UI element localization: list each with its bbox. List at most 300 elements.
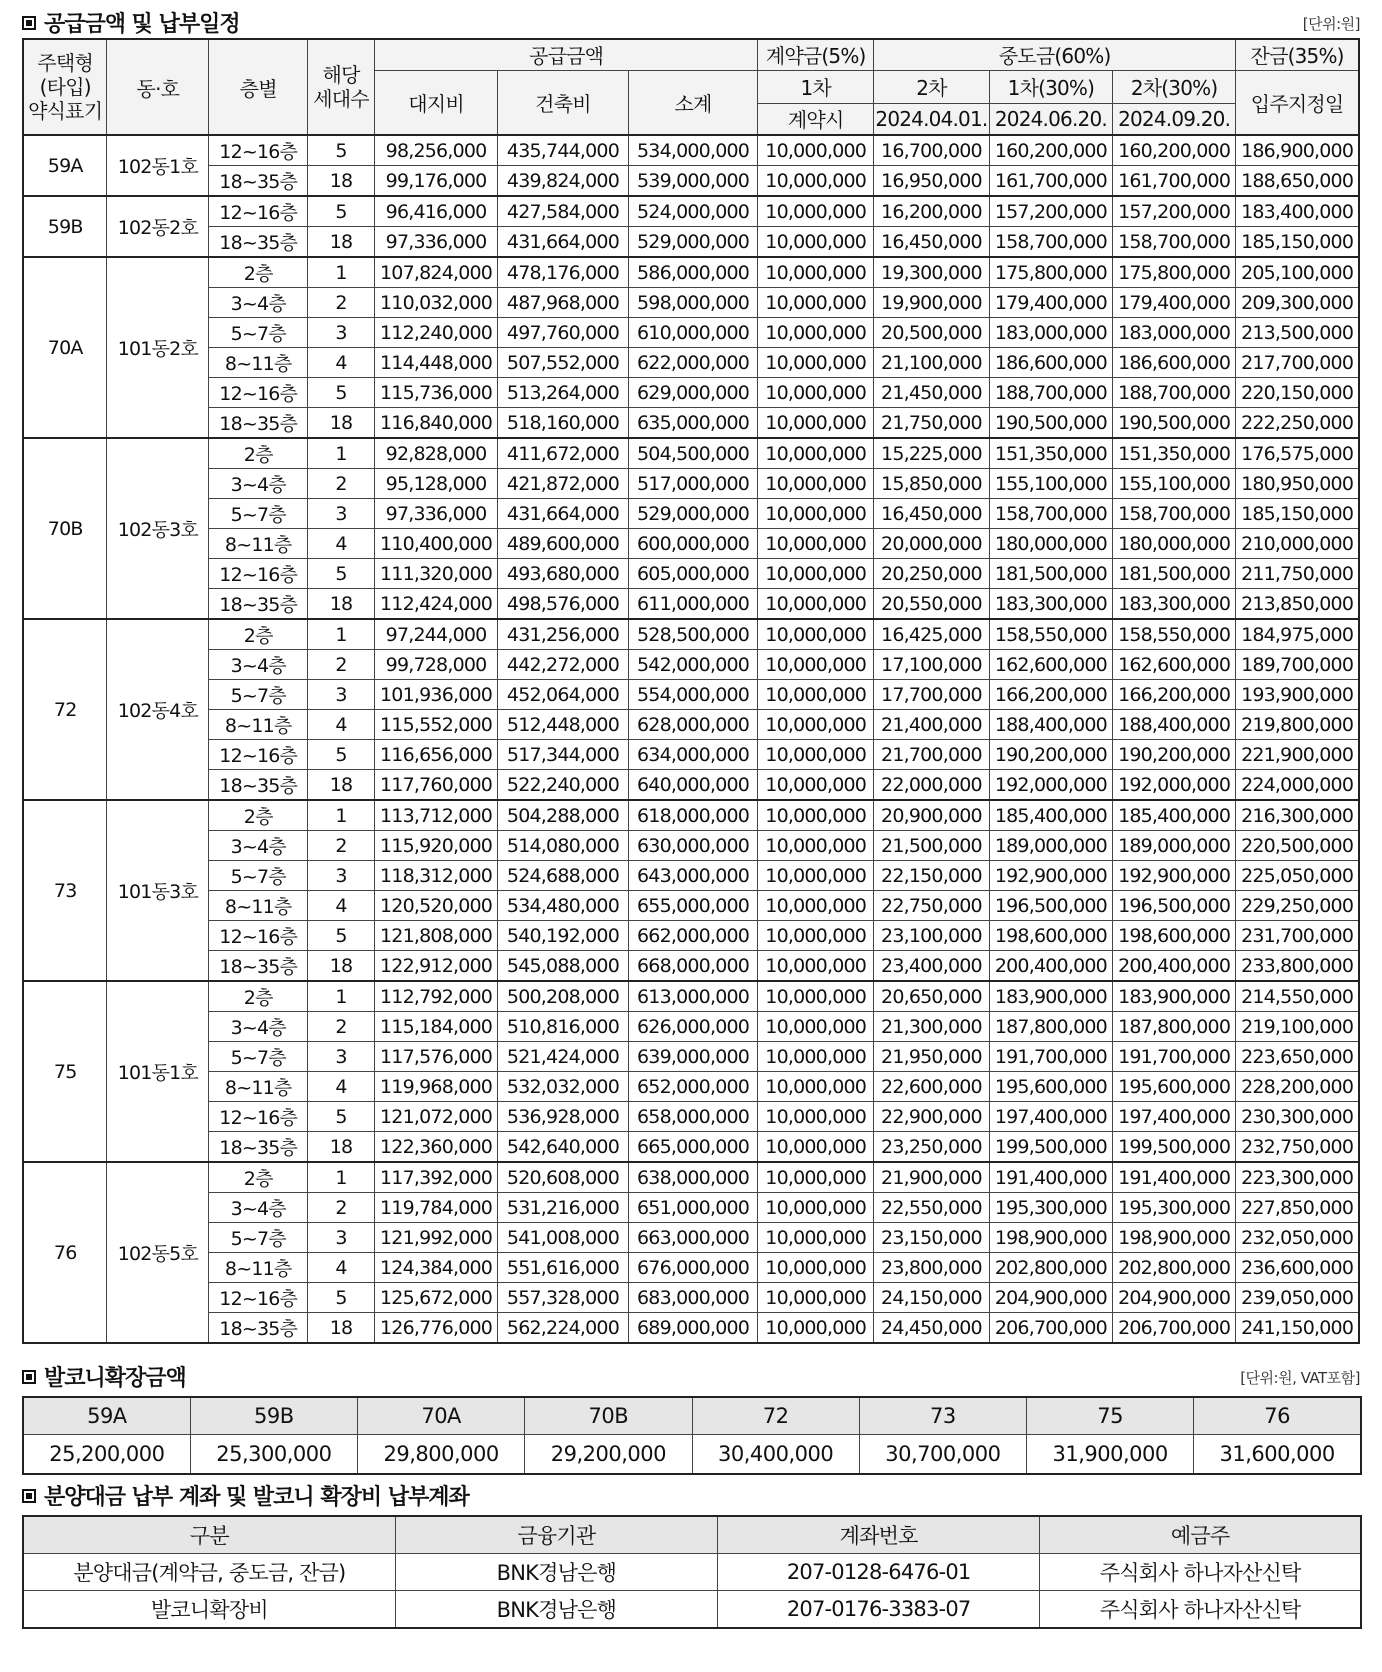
cell-subtotal: 626,000,000: [628, 1012, 758, 1042]
cell-building: 542,640,000: [498, 1132, 629, 1163]
cell-middle-b2: 155,100,000: [1113, 469, 1236, 499]
cell-deposit: 10,000,000: [758, 861, 874, 891]
cell-middle-2: 23,100,000: [874, 921, 990, 951]
cell-subtotal: 517,000,000: [628, 469, 758, 499]
cell-dongho: 102동2호: [107, 196, 209, 257]
header-type-line3: 약식표기: [28, 99, 103, 123]
cell-floor: 12~16층: [209, 135, 308, 166]
table-row: [23, 166, 1359, 197]
cell-building: 452,064,000: [498, 680, 629, 710]
cell-deposit: 10,000,000: [758, 891, 874, 921]
table-row: [23, 318, 1359, 348]
cell-floor: 3~4층: [209, 469, 308, 499]
balcony-table: [22, 1396, 1362, 1475]
cell-building: 478,176,000: [498, 257, 629, 288]
cell-building: 507,552,000: [498, 348, 629, 378]
cell-building: 442,272,000: [498, 650, 629, 680]
cell-type: 70A: [23, 257, 107, 438]
cell-floor: 12~16층: [209, 1283, 308, 1313]
table-row: [23, 257, 1359, 288]
cell-middle-b1: 191,400,000: [989, 1162, 1112, 1193]
cell-land: 97,244,000: [374, 619, 497, 650]
cell-middle-b1: 183,000,000: [989, 318, 1112, 348]
cell-middle-b2: 185,400,000: [1113, 800, 1236, 831]
cell-subtotal: 662,000,000: [628, 921, 758, 951]
cell-deposit: 10,000,000: [758, 1283, 874, 1313]
cell-balance: 220,500,000: [1236, 831, 1359, 861]
cell-middle-2: 22,000,000: [874, 770, 990, 801]
balcony-title-text: 발코니확장금액: [44, 1366, 186, 1391]
cell-units: 4: [308, 1072, 375, 1102]
header-balance-when: 입주지정일: [1236, 70, 1359, 135]
header-deposit-when: 계약시: [758, 103, 874, 135]
cell-floor: 2층: [209, 257, 308, 288]
balcony-amount-cell: 29,800,000: [358, 1435, 525, 1475]
cell-middle-b2: 192,000,000: [1113, 770, 1236, 801]
cell-building: 411,672,000: [498, 438, 629, 469]
cell-building: 522,240,000: [498, 770, 629, 801]
cell-building: 557,328,000: [498, 1283, 629, 1313]
cell-middle-2: 22,150,000: [874, 861, 990, 891]
header-land: 대지비: [374, 70, 497, 135]
cell-floor: 8~11층: [209, 1253, 308, 1283]
header-floor: 층별: [209, 39, 308, 135]
cell-building: 532,032,000: [498, 1072, 629, 1102]
cell-land: 116,840,000: [374, 408, 497, 439]
balcony-amount-cell: 29,200,000: [525, 1435, 692, 1475]
cell-land: 95,128,000: [374, 469, 497, 499]
cell-middle-b2: 195,600,000: [1113, 1072, 1236, 1102]
cell-floor: 8~11층: [209, 1072, 308, 1102]
cell-subtotal: 652,000,000: [628, 1072, 758, 1102]
cell-middle-b1: 183,900,000: [989, 981, 1112, 1012]
cell-middle-b2: 187,800,000: [1113, 1012, 1236, 1042]
cell-balance: 205,100,000: [1236, 257, 1359, 288]
cell-land: 112,792,000: [374, 981, 497, 1012]
cell-middle-b1: 190,200,000: [989, 740, 1112, 770]
balcony-amount-cell: 25,200,000: [23, 1435, 190, 1475]
cell-middle-b2: 195,300,000: [1113, 1193, 1236, 1223]
cell-deposit: 10,000,000: [758, 921, 874, 951]
cell-balance: 223,300,000: [1236, 1162, 1359, 1193]
cell-subtotal: 528,500,000: [628, 619, 758, 650]
cell-middle-b2: 151,350,000: [1113, 438, 1236, 469]
cell-middle-b2: 158,550,000: [1113, 619, 1236, 650]
cell-floor: 3~4층: [209, 650, 308, 680]
cell-land: 119,968,000: [374, 1072, 497, 1102]
cell-subtotal: 651,000,000: [628, 1193, 758, 1223]
cell-deposit: 10,000,000: [758, 408, 874, 439]
cell-type: 59B: [23, 196, 107, 257]
cell-middle-2: 21,300,000: [874, 1012, 990, 1042]
cell-middle-b2: 190,500,000: [1113, 408, 1236, 439]
cell-middle-b1: 198,600,000: [989, 921, 1112, 951]
cell-floor: 18~35층: [209, 166, 308, 197]
accounts-cell: 주식회사 하나자산신탁: [1040, 1554, 1361, 1591]
cell-units: 5: [308, 1283, 375, 1313]
cell-building: 510,816,000: [498, 1012, 629, 1042]
cell-middle-b1: 195,300,000: [989, 1193, 1112, 1223]
cell-type: 70B: [23, 438, 107, 619]
cell-middle-b2: 192,900,000: [1113, 861, 1236, 891]
cell-balance: 230,300,000: [1236, 1102, 1359, 1132]
cell-middle-b1: 199,500,000: [989, 1132, 1112, 1163]
cell-deposit: 10,000,000: [758, 740, 874, 770]
accounts-cell: 발코니확장비: [23, 1591, 395, 1629]
cell-subtotal: 639,000,000: [628, 1042, 758, 1072]
cell-land: 117,760,000: [374, 770, 497, 801]
accounts-table: [22, 1515, 1362, 1629]
cell-middle-2: 20,550,000: [874, 589, 990, 620]
cell-middle-b1: 192,000,000: [989, 770, 1112, 801]
cell-units: 5: [308, 559, 375, 589]
balcony-amount-cell: 25,300,000: [190, 1435, 357, 1475]
cell-units: 18: [308, 1132, 375, 1163]
cell-building: 545,088,000: [498, 951, 629, 982]
cell-units: 2: [308, 831, 375, 861]
cell-middle-b2: 183,900,000: [1113, 981, 1236, 1012]
cell-middle-b1: 158,550,000: [989, 619, 1112, 650]
cell-middle-2: 20,650,000: [874, 981, 990, 1012]
cell-floor: 12~16층: [209, 559, 308, 589]
cell-units: 1: [308, 981, 375, 1012]
cell-floor: 18~35층: [209, 1313, 308, 1344]
cell-land: 110,032,000: [374, 288, 497, 318]
cell-middle-2: 15,225,000: [874, 438, 990, 469]
cell-deposit: 10,000,000: [758, 831, 874, 861]
cell-units: 18: [308, 951, 375, 982]
cell-middle-b1: 155,100,000: [989, 469, 1112, 499]
cell-middle-b2: 188,700,000: [1113, 378, 1236, 408]
cell-middle-2: 20,250,000: [874, 559, 990, 589]
table-row: [23, 408, 1359, 439]
cell-deposit: 10,000,000: [758, 196, 874, 227]
cell-units: 18: [308, 1313, 375, 1344]
cell-deposit: 10,000,000: [758, 1223, 874, 1253]
cell-subtotal: 683,000,000: [628, 1283, 758, 1313]
cell-floor: 18~35층: [209, 408, 308, 439]
cell-middle-b1: 185,400,000: [989, 800, 1112, 831]
table-row: [23, 831, 1359, 861]
cell-deposit: 10,000,000: [758, 257, 874, 288]
cell-subtotal: 539,000,000: [628, 166, 758, 197]
cell-balance: 231,700,000: [1236, 921, 1359, 951]
cell-balance: 219,100,000: [1236, 1012, 1359, 1042]
cell-floor: 8~11층: [209, 529, 308, 559]
cell-subtotal: 643,000,000: [628, 861, 758, 891]
cell-land: 112,424,000: [374, 589, 497, 620]
cell-dongho: 101동3호: [107, 800, 209, 981]
cell-middle-b1: 192,900,000: [989, 861, 1112, 891]
table-row: [23, 135, 1359, 166]
cell-subtotal: 586,000,000: [628, 257, 758, 288]
cell-units: 5: [308, 135, 375, 166]
cell-subtotal: 610,000,000: [628, 318, 758, 348]
cell-units: 3: [308, 1042, 375, 1072]
header-units: [308, 39, 375, 135]
cell-balance: 239,050,000: [1236, 1283, 1359, 1313]
supply-price-table: [22, 38, 1360, 1344]
cell-floor: 8~11층: [209, 348, 308, 378]
header-units-line1: 해당: [322, 63, 360, 87]
cell-balance: 219,800,000: [1236, 710, 1359, 740]
cell-floor: 3~4층: [209, 1193, 308, 1223]
header-middle-b1-date: 2024.06.20.: [989, 103, 1112, 135]
cell-units: 2: [308, 1012, 375, 1042]
cell-land: 97,336,000: [374, 227, 497, 258]
cell-building: 431,664,000: [498, 499, 629, 529]
cell-floor: 2층: [209, 981, 308, 1012]
cell-middle-b2: 162,600,000: [1113, 650, 1236, 680]
accounts-cell: 주식회사 하나자산신탁: [1040, 1591, 1361, 1629]
cell-subtotal: 663,000,000: [628, 1223, 758, 1253]
cell-middle-b2: 158,700,000: [1113, 227, 1236, 258]
cell-balance: 213,850,000: [1236, 589, 1359, 620]
cell-middle-2: 19,900,000: [874, 288, 990, 318]
cell-building: 421,872,000: [498, 469, 629, 499]
cell-subtotal: 618,000,000: [628, 800, 758, 831]
cell-building: 504,288,000: [498, 800, 629, 831]
cell-balance: 183,400,000: [1236, 196, 1359, 227]
cell-floor: 18~35층: [209, 227, 308, 258]
cell-type: 72: [23, 619, 107, 800]
cell-building: 517,344,000: [498, 740, 629, 770]
accounts-cell: BNK경남은행: [395, 1554, 717, 1591]
table-row: [23, 800, 1359, 831]
accounts-header-cell: 예금주: [1040, 1516, 1361, 1554]
cell-units: 4: [308, 710, 375, 740]
cell-units: 4: [308, 529, 375, 559]
cell-units: 18: [308, 589, 375, 620]
cell-deposit: 10,000,000: [758, 981, 874, 1012]
balcony-amount-cell: 31,900,000: [1027, 1435, 1194, 1475]
cell-floor: 3~4층: [209, 1012, 308, 1042]
table-row: [23, 981, 1359, 1012]
cell-floor: 3~4층: [209, 288, 308, 318]
cell-middle-2: 20,900,000: [874, 800, 990, 831]
cell-balance: 188,650,000: [1236, 166, 1359, 197]
cell-subtotal: 504,500,000: [628, 438, 758, 469]
cell-units: 1: [308, 800, 375, 831]
cell-deposit: 10,000,000: [758, 227, 874, 258]
cell-land: 125,672,000: [374, 1283, 497, 1313]
cell-middle-b2: 191,700,000: [1113, 1042, 1236, 1072]
cell-deposit: 10,000,000: [758, 1253, 874, 1283]
square-bullet-icon: [22, 1370, 36, 1384]
table-row: [23, 196, 1359, 227]
cell-land: 121,072,000: [374, 1102, 497, 1132]
cell-building: 439,824,000: [498, 166, 629, 197]
cell-subtotal: 634,000,000: [628, 740, 758, 770]
cell-units: 2: [308, 469, 375, 499]
cell-floor: 18~35층: [209, 589, 308, 620]
table-row: [23, 499, 1359, 529]
cell-building: 520,608,000: [498, 1162, 629, 1193]
balcony-section-header: [22, 1350, 1360, 1392]
cell-land: 126,776,000: [374, 1313, 497, 1344]
cell-subtotal: 638,000,000: [628, 1162, 758, 1193]
cell-middle-2: 21,900,000: [874, 1162, 990, 1193]
table-row: [23, 288, 1359, 318]
table-row: [23, 1313, 1359, 1344]
cell-deposit: 10,000,000: [758, 499, 874, 529]
cell-floor: 12~16층: [209, 921, 308, 951]
table-row: [23, 1283, 1359, 1313]
cell-floor: 12~16층: [209, 196, 308, 227]
cell-middle-b1: 189,000,000: [989, 831, 1112, 861]
cell-dongho: 101동1호: [107, 981, 209, 1162]
table-row: [23, 740, 1359, 770]
table-row: [23, 1591, 1361, 1629]
cell-middle-b2: 200,400,000: [1113, 951, 1236, 982]
cell-building: 431,256,000: [498, 619, 629, 650]
accounts-header-cell: 계좌번호: [718, 1516, 1040, 1554]
table-row: [23, 378, 1359, 408]
cell-middle-b1: 158,700,000: [989, 227, 1112, 258]
cell-units: 18: [308, 770, 375, 801]
cell-middle-b1: 151,350,000: [989, 438, 1112, 469]
cell-middle-b1: 181,500,000: [989, 559, 1112, 589]
cell-floor: 8~11층: [209, 891, 308, 921]
cell-deposit: 10,000,000: [758, 589, 874, 620]
accounts-section-title: [22, 1480, 469, 1511]
cell-units: 5: [308, 196, 375, 227]
balcony-amount-row: [23, 1435, 1361, 1475]
cell-middle-b2: 191,400,000: [1113, 1162, 1236, 1193]
cell-middle-2: 19,300,000: [874, 257, 990, 288]
cell-land: 122,360,000: [374, 1132, 497, 1163]
cell-land: 111,320,000: [374, 559, 497, 589]
cell-middle-2: 21,750,000: [874, 408, 990, 439]
cell-building: 521,424,000: [498, 1042, 629, 1072]
cell-balance: 176,575,000: [1236, 438, 1359, 469]
cell-subtotal: 524,000,000: [628, 196, 758, 227]
cell-floor: 5~7층: [209, 1223, 308, 1253]
table-row: [23, 710, 1359, 740]
cell-middle-b1: 187,800,000: [989, 1012, 1112, 1042]
table-row: [23, 921, 1359, 951]
cell-middle-b1: 191,700,000: [989, 1042, 1112, 1072]
cell-land: 99,728,000: [374, 650, 497, 680]
cell-units: 4: [308, 348, 375, 378]
cell-building: 518,160,000: [498, 408, 629, 439]
cell-middle-b2: 183,300,000: [1113, 589, 1236, 620]
cell-balance: 224,000,000: [1236, 770, 1359, 801]
cell-middle-b2: 166,200,000: [1113, 680, 1236, 710]
balcony-type-cell: 76: [1194, 1397, 1361, 1435]
cell-land: 97,336,000: [374, 499, 497, 529]
supply-unit-note: [단위:원]: [1302, 15, 1360, 33]
cell-middle-2: 16,450,000: [874, 499, 990, 529]
cell-middle-2: 24,450,000: [874, 1313, 990, 1344]
cell-building: 541,008,000: [498, 1223, 629, 1253]
cell-balance: 229,250,000: [1236, 891, 1359, 921]
cell-balance: 186,900,000: [1236, 135, 1359, 166]
cell-middle-b1: 202,800,000: [989, 1253, 1112, 1283]
table-row: [23, 1042, 1359, 1072]
cell-middle-b1: 175,800,000: [989, 257, 1112, 288]
cell-subtotal: 542,000,000: [628, 650, 758, 680]
cell-middle-2: 22,600,000: [874, 1072, 990, 1102]
cell-units: 3: [308, 499, 375, 529]
cell-middle-2: 16,200,000: [874, 196, 990, 227]
cell-subtotal: 676,000,000: [628, 1253, 758, 1283]
accounts-title-text: 분양대금 납부 계좌 및 발코니 확장비 납부계좌: [44, 1485, 469, 1510]
balcony-type-row: [23, 1397, 1361, 1435]
cell-middle-2: 23,400,000: [874, 951, 990, 982]
table-row: [23, 1072, 1359, 1102]
cell-middle-2: 17,100,000: [874, 650, 990, 680]
supply-title-text: 공급금액 및 납부일정: [44, 12, 240, 37]
cell-balance: 185,150,000: [1236, 227, 1359, 258]
cell-deposit: 10,000,000: [758, 1072, 874, 1102]
cell-middle-b1: 198,900,000: [989, 1223, 1112, 1253]
cell-building: 489,600,000: [498, 529, 629, 559]
table-row: [23, 348, 1359, 378]
header-type-line2: (타입): [39, 75, 91, 99]
cell-balance: 213,500,000: [1236, 318, 1359, 348]
cell-middle-b1: 188,700,000: [989, 378, 1112, 408]
cell-units: 2: [308, 288, 375, 318]
table-row: [23, 1554, 1361, 1591]
cell-land: 99,176,000: [374, 166, 497, 197]
cell-subtotal: 668,000,000: [628, 951, 758, 982]
table-row: [23, 559, 1359, 589]
accounts-cell: 207-0128-6476-01: [718, 1554, 1040, 1591]
cell-land: 117,576,000: [374, 1042, 497, 1072]
cell-units: 2: [308, 650, 375, 680]
cell-land: 115,552,000: [374, 710, 497, 740]
cell-balance: 180,950,000: [1236, 469, 1359, 499]
header-middle-2: 2차: [874, 70, 990, 103]
cell-middle-b2: 189,000,000: [1113, 831, 1236, 861]
cell-middle-b2: 183,000,000: [1113, 318, 1236, 348]
cell-building: 427,584,000: [498, 196, 629, 227]
cell-middle-2: 21,700,000: [874, 740, 990, 770]
header-deposit-group: 계약금(5%): [758, 39, 874, 70]
cell-middle-2: 15,850,000: [874, 469, 990, 499]
cell-subtotal: 605,000,000: [628, 559, 758, 589]
cell-deposit: 10,000,000: [758, 680, 874, 710]
cell-middle-b1: 180,000,000: [989, 529, 1112, 559]
cell-dongho: 101동2호: [107, 257, 209, 438]
cell-middle-b2: 186,600,000: [1113, 348, 1236, 378]
table-row: [23, 861, 1359, 891]
cell-deposit: 10,000,000: [758, 770, 874, 801]
header-balance-group: 잔금(35%): [1236, 39, 1359, 70]
accounts-header-row: [23, 1516, 1361, 1554]
cell-deposit: 10,000,000: [758, 318, 874, 348]
cell-subtotal: 630,000,000: [628, 831, 758, 861]
cell-type: 59A: [23, 135, 107, 196]
cell-middle-b2: 198,600,000: [1113, 921, 1236, 951]
supply-section-title: [22, 7, 240, 38]
cell-middle-b2: 157,200,000: [1113, 196, 1236, 227]
cell-middle-b2: 181,500,000: [1113, 559, 1236, 589]
cell-floor: 2층: [209, 800, 308, 831]
cell-balance: 184,975,000: [1236, 619, 1359, 650]
cell-subtotal: 689,000,000: [628, 1313, 758, 1344]
cell-deposit: 10,000,000: [758, 438, 874, 469]
table-row: [23, 589, 1359, 620]
cell-deposit: 10,000,000: [758, 650, 874, 680]
accounts-body: [23, 1554, 1361, 1629]
cell-subtotal: 534,000,000: [628, 135, 758, 166]
cell-deposit: 10,000,000: [758, 619, 874, 650]
balcony-type-cell: 72: [692, 1397, 859, 1435]
cell-middle-2: 23,250,000: [874, 1132, 990, 1163]
cell-land: 122,912,000: [374, 951, 497, 982]
